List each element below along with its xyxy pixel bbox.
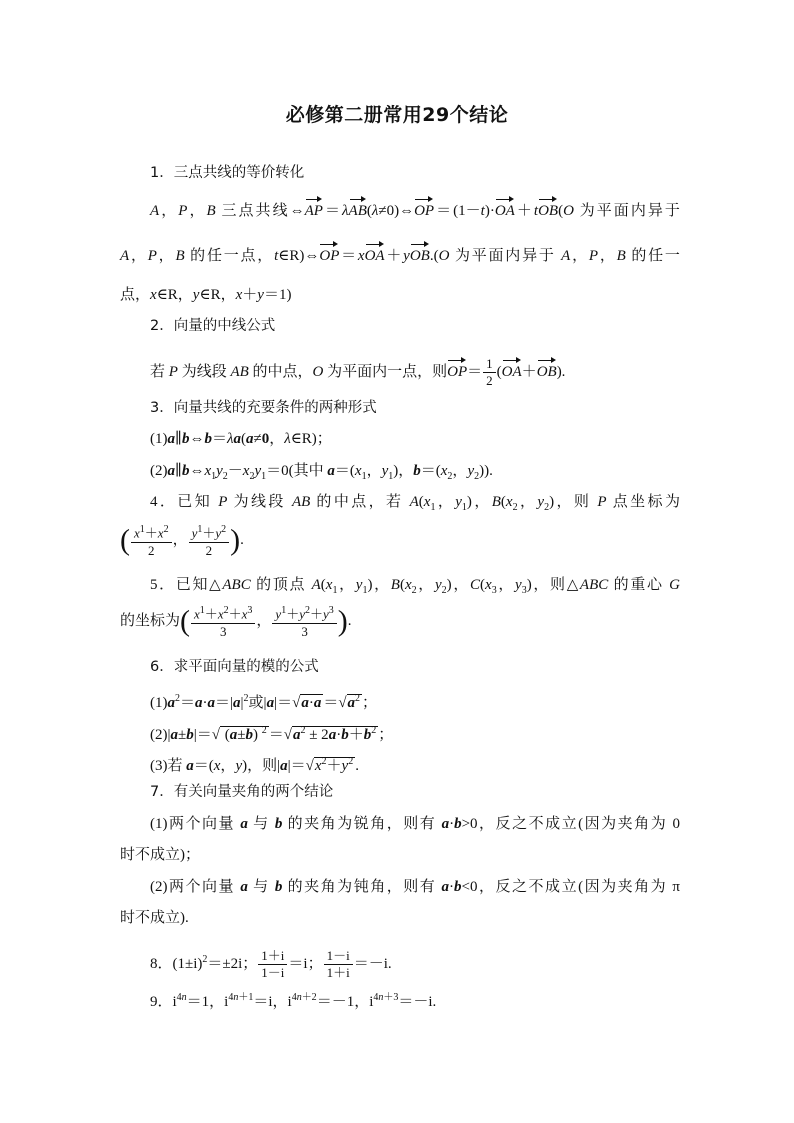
section-7-line-4: 时不成立). xyxy=(120,910,189,926)
section-5-line-2: 的坐标为( $\frac{x^1+x^2+x^3}{3}$ ， $\frac{y^1+y^2+y^3}{3}$ ). xyxy=(120,604,352,639)
section-6-line-3: (3)若 a＝(x，y)，则$|a|=√x^2+y^2$ . xyxy=(150,756,359,774)
section-7-heading: 7．有关向量夹角的两个结论 xyxy=(150,784,334,800)
section-6-line-1: $(1)a^2=a\cdot a=|a|^2$或$|a|=√a\cdot a =√a^2$ ； xyxy=(150,693,378,711)
section-1-line-2: A，P，B 的任一点，t∈R)⇔OP＝xOA＋yOB.(O 为平面内异于 A，P，B 的任一 xyxy=(120,248,680,264)
section-6-line-2: (2)|a±b|＝√ (a±b) $^2 =√a^2 \pm 2a\cdot b+b^2$ ； xyxy=(150,725,394,743)
section-2-heading: 2．向量的中线公式 xyxy=(150,318,276,334)
section-7-line-3: (2)两个向量 a 与 b 的夹角为钝角，则有 a·b<0，反之不成立(因为夹角为 π xyxy=(150,879,680,895)
section-1-line-1: A，P，B 三点共线⇔AP＝λAB(λ≠0)⇔OP＝(1－t)·OA＋tOB(O 为平面内异于 xyxy=(150,203,680,219)
section-2-line-1: 若 P 为线段 AB 的中点，O 为平面内一点，则OP＝ $\frac{1}{2}$ (OA＋OB). xyxy=(150,356,566,388)
section-4-line-2: ( $\frac{x^1+x^2}{2}$ ， $\frac{y^1+y^2}{2}$ ). xyxy=(120,523,244,558)
section-7-line-1: (1)两个向量 a 与 b 的夹角为锐角，则有 a·b>0，反之不成立(因为夹角为 0 xyxy=(150,816,680,832)
section-6-heading: 6．求平面向量的模的公式 xyxy=(150,659,319,675)
section-5-line-1: 5．已知△ABC 的顶点 $A(x_1$，$y_1$)，$B(x_2$，$y_2$)，$C(x_3$，$y_3$)，则△ABC 的重心 G xyxy=(150,577,680,596)
section-4-line-1: 4．已知 P 为线段 AB 的中点，若 $A(x_1$，$y_1$)，$B(x_2$，$y_2$)，则 P 点坐标为 xyxy=(150,494,680,513)
section-3-line-1: (1)a∥b⇔b＝λa(a≠0，λ∈R)； xyxy=(150,431,332,447)
section-1-line-3: 点，x∈R，y∈R，x＋y＝1) xyxy=(120,287,292,303)
page-title: 必修第二册常用29个结论 xyxy=(285,104,509,126)
section-9-line-1: 9．$i^{4n}=1$，$i^{4n+1}=i$，$i^{4n+2}=-1$，$i^{4n+3}=-i$. xyxy=(150,992,437,1010)
section-1-heading: 1．三点共线的等价转化 xyxy=(150,165,305,181)
section-3-line-2: $(2)a\parallel b\Leftrightarrow x_1y_2-x_2y_1=0$(其中 $a=(x_1$，$y_1$)，$b=(x_2$，$y_2$)). xyxy=(150,463,493,482)
section-8-line-1: 8．$(1\pm i)^2=\pm 2i$； $\frac{1+i}{1-i}$ ＝i； $\frac{1-i}{1+i}$ ＝－i. xyxy=(150,948,392,981)
section-3-heading: 3．向量共线的充要条件的两种形式 xyxy=(150,400,377,416)
section-7-line-2: 时不成立)； xyxy=(120,847,200,863)
